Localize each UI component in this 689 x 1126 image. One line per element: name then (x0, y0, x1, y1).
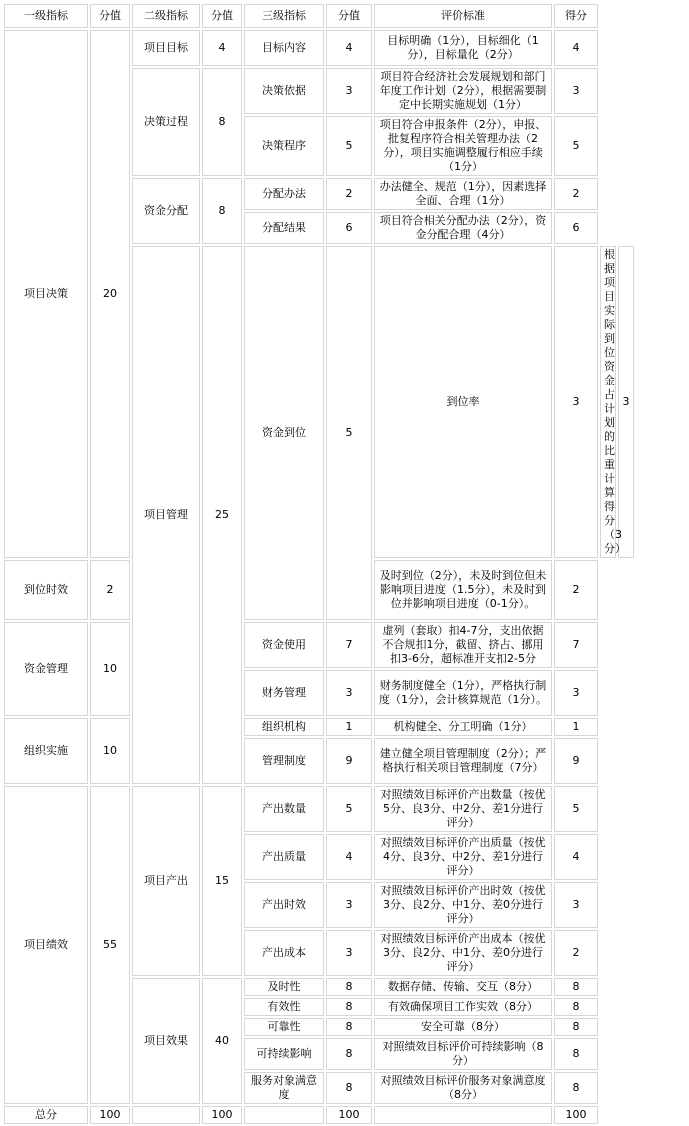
header-level2: 二级指标 (132, 4, 200, 28)
header-level1: 一级指标 (4, 4, 88, 28)
level3-score-cell: 7 (326, 622, 372, 668)
result-cell: 5 (554, 116, 598, 176)
result-cell: 2 (554, 930, 598, 976)
header-score1: 分值 (90, 4, 130, 28)
result-cell: 8 (554, 998, 598, 1016)
result-cell: 3 (618, 246, 634, 558)
level2-score-cell: 15 (202, 786, 242, 976)
level1-cell: 项目管理 (132, 246, 200, 784)
result-cell: 2 (554, 560, 598, 620)
level3-score-cell: 3 (554, 246, 598, 558)
level3-score-cell: 8 (326, 1018, 372, 1036)
level3-cell: 可靠性 (244, 1018, 324, 1036)
level3-cell: 资金使用 (244, 622, 324, 668)
level3-cell: 产出数量 (244, 786, 324, 832)
level3-score-cell: 1 (326, 718, 372, 736)
criteria-cell: 目标明确（1分），目标细化（1分），目标量化（2分） (374, 30, 552, 66)
level3-score-cell: 4 (326, 834, 372, 880)
criteria-cell: 项目符合相关分配办法（2分），资金分配合理（4分） (374, 212, 552, 244)
total-row (4, 1106, 634, 1124)
level2-cell: 资金分配 (132, 178, 200, 244)
level2-cell: 项目目标 (132, 30, 200, 66)
result-cell: 3 (554, 670, 598, 716)
result-cell: 4 (554, 834, 598, 880)
level1-score-cell: 25 (202, 246, 242, 784)
result-cell: 5 (554, 786, 598, 832)
level3-cell: 决策程序 (244, 116, 324, 176)
result-cell: 1 (554, 718, 598, 736)
level3-cell: 组织机构 (244, 718, 324, 736)
level2-cell: 组织实施 (4, 718, 88, 784)
level2-cell: 资金管理 (4, 622, 88, 716)
level3-score-cell: 4 (326, 30, 372, 66)
header-level3: 三级指标 (244, 4, 324, 28)
level3-cell: 产出质量 (244, 834, 324, 880)
header-score3: 分值 (326, 4, 372, 28)
level3-cell: 财务管理 (244, 670, 324, 716)
level2-score-cell: 8 (202, 68, 242, 176)
criteria-cell: 对照绩效目标评价产出成本（按优3分、良2分、中1分、差0分进行评分） (374, 930, 552, 976)
result-cell: 6 (554, 212, 598, 244)
criteria-cell: 对照绩效目标评价产出数量（按优5分、良3分、中2分、差1分进行评分） (374, 786, 552, 832)
table-row (4, 786, 634, 832)
level3-cell: 可持续影响 (244, 1038, 324, 1070)
criteria-cell: 机构健全、分工明确（1分） (374, 718, 552, 736)
level3-score-cell: 9 (326, 738, 372, 784)
total-level3 (244, 1106, 324, 1124)
header-row (4, 4, 634, 28)
level3-cell: 服务对象满意度 (244, 1072, 324, 1104)
level2-score-cell: 5 (326, 246, 372, 620)
criteria-cell: 有效确保项目工作实效（8分） (374, 998, 552, 1016)
criteria-cell: 虚列（套取）扣4-7分，支出依据不合规扣1分，截留、挤占、挪用扣3-6分，超标准开支扣2-5分 (374, 622, 552, 668)
level3-cell: 到位率 (374, 246, 552, 558)
criteria-cell: 办法健全、规范（1分），因素选择全面、合理（1分） (374, 178, 552, 210)
criteria-cell: 对照绩效目标评价可持续影响（8分） (374, 1038, 552, 1070)
level3-cell: 分配结果 (244, 212, 324, 244)
header-score2: 分值 (202, 4, 242, 28)
level2-score-cell: 10 (90, 718, 130, 784)
level3-score-cell: 3 (326, 68, 372, 114)
level2-score-cell: 4 (202, 30, 242, 66)
total-score2: 100 (202, 1106, 242, 1124)
criteria-cell: 对照绩效目标评价服务对象满意度（8分） (374, 1072, 552, 1104)
level2-score-cell: 40 (202, 978, 242, 1104)
level3-score-cell: 3 (326, 670, 372, 716)
level3-score-cell: 8 (326, 998, 372, 1016)
level2-cell: 项目效果 (132, 978, 200, 1104)
total-level2 (132, 1106, 200, 1124)
criteria-cell: 安全可靠（8分） (374, 1018, 552, 1036)
level1-score-cell: 55 (90, 786, 130, 1104)
level3-score-cell: 6 (326, 212, 372, 244)
level3-score-cell: 2 (90, 560, 130, 620)
total-label: 总分 (4, 1106, 88, 1124)
level2-score-cell: 10 (90, 622, 130, 716)
level2-cell: 决策过程 (132, 68, 200, 176)
table-row (4, 622, 634, 668)
result-cell: 2 (554, 178, 598, 210)
criteria-cell: 对照绩效目标评价产出时效（按优3分、良2分、中1分、差0分进行评分） (374, 882, 552, 928)
header-criteria: 评价标准 (374, 4, 552, 28)
result-cell: 4 (554, 30, 598, 66)
level3-score-cell: 5 (326, 116, 372, 176)
level3-cell: 管理制度 (244, 738, 324, 784)
level3-score-cell: 8 (326, 1072, 372, 1104)
level3-cell: 产出成本 (244, 930, 324, 976)
result-cell: 8 (554, 978, 598, 996)
result-cell: 8 (554, 1038, 598, 1070)
criteria-cell: 及时到位（2分），未及时到位但未影响项目进度（1.5分），未及时到位并影响项目进度（0-1分）。 (374, 560, 552, 620)
level3-cell: 目标内容 (244, 30, 324, 66)
level3-cell: 有效性 (244, 998, 324, 1016)
criteria-cell: 财务制度健全（1分），严格执行制度（1分），会计核算规范（1分）。 (374, 670, 552, 716)
evaluation-table (2, 2, 636, 1126)
result-cell: 3 (554, 882, 598, 928)
criteria-cell: 对照绩效目标评价产出质量（按优4分、良3分、中2分、差1分进行评分） (374, 834, 552, 880)
header-result: 得分 (554, 4, 598, 28)
level2-cell: 项目产出 (132, 786, 200, 976)
level1-cell: 项目绩效 (4, 786, 88, 1104)
total-criteria (374, 1106, 552, 1124)
criteria-cell: 项目符合申报条件（2分），申报、批复程序符合相关管理办法（2分），项目实施调整履行相应手续（1分） (374, 116, 552, 176)
level3-cell: 产出时效 (244, 882, 324, 928)
total-score1: 100 (90, 1106, 130, 1124)
total-result: 100 (554, 1106, 598, 1124)
criteria-cell: 项目符合经济社会发展规划和部门年度工作计划（2分），根据需要制定中长期实施规划（1分） (374, 68, 552, 114)
level3-score-cell: 5 (326, 786, 372, 832)
result-cell: 8 (554, 1018, 598, 1036)
level3-cell: 及时性 (244, 978, 324, 996)
table-row (4, 30, 634, 66)
level1-cell: 项目决策 (4, 30, 88, 558)
total-score3: 100 (326, 1106, 372, 1124)
level3-score-cell: 2 (326, 178, 372, 210)
level3-cell: 分配办法 (244, 178, 324, 210)
level2-cell: 资金到位 (244, 246, 324, 620)
result-cell: 9 (554, 738, 598, 784)
criteria-cell: 数据存储、传输、交互（8分） (374, 978, 552, 996)
criteria-cell: 建立健全项目管理制度（2分）；严格执行相关项目管理制度（7分） (374, 738, 552, 784)
level1-score-cell: 20 (90, 30, 130, 558)
result-cell: 8 (554, 1072, 598, 1104)
result-cell: 3 (554, 68, 598, 114)
level3-cell: 到位时效 (4, 560, 88, 620)
table-row (4, 718, 634, 736)
level3-score-cell: 8 (326, 978, 372, 996)
level3-score-cell: 3 (326, 882, 372, 928)
level3-score-cell: 8 (326, 1038, 372, 1070)
level3-score-cell: 3 (326, 930, 372, 976)
criteria-cell: 根据项目实际到位资金占计划的比重计算得分（3分） (600, 246, 616, 558)
level2-score-cell: 8 (202, 178, 242, 244)
level3-cell: 决策依据 (244, 68, 324, 114)
result-cell: 7 (554, 622, 598, 668)
